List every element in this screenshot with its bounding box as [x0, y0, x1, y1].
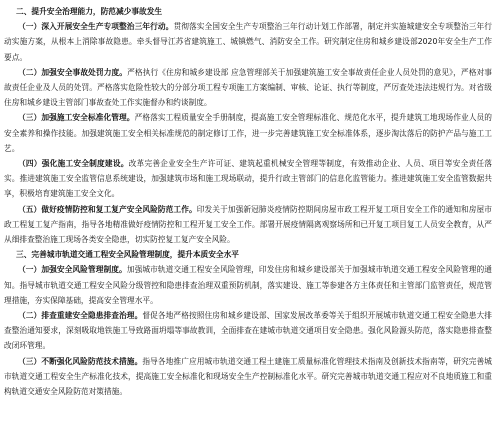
paragraph-title: （四）强化施工安全制度建设。: [18, 159, 129, 169]
paragraph-title: （一）深入开展安全生产专项整治三年行动。: [18, 22, 174, 32]
paragraph: [4, 156, 492, 202]
paragraph-body: 贯彻落实全国安全生产专项整治三年行动计划工作部署，制定并实施城建安全专项整治三年行动实施方案，从根本上消除事故隐患。牵头督导江苏省建筑施工、城镇燃气、消防安全工作。研究制定住房和城乡建设部2020年安全生产工作要点。: [4, 22, 492, 62]
section-heading: 三、完善城市轨道交通工程安全风险管理制度，提升本质安全水平: [16, 250, 239, 260]
paragraph-title: （三）加强施工安全标准化管理。: [18, 113, 135, 123]
section-heading: 二、提升安全治理能力，防范减少事故发生: [16, 7, 163, 16]
paragraph: [4, 308, 492, 354]
paragraph: [4, 65, 492, 111]
paragraph-title: （五）做好疫情防控和复工复产安全风险防范工作。: [18, 204, 197, 214]
paragraph-title: （一）加强安全风险管理制度。: [18, 265, 127, 275]
paragraph: [4, 354, 492, 400]
paragraph-body: 改革完善企业安全生产许可证、建筑起重机械安全管理等制度，有效推动企业、人员、项目等安全责任落实。推进建筑施工安全监管信息系统建设，加强建筑市场和施工现场联动，提升行政主管部门的信息化监管能力。推进建筑施工安全监管数据共享，积极培育建筑施工安全文化。: [4, 159, 492, 199]
paragraph: [4, 202, 492, 248]
paragraph-title: （三）不断强化风险防范技术措施。: [18, 356, 143, 366]
paragraph-title: （二）加强安全事故处罚力度。: [18, 67, 128, 77]
paragraph: [4, 19, 492, 65]
paragraph-body: 督促各地严格按照住房和城乡建设部、国家发展改革委等关于组织开展城市轨道交通工程安全隐患大排查整治通知要求，深刻吸取地铁施工导致路面坍塌等事故教训，全面排查在建城市轨道交通项目安全隐患。强化风险源头防范，落实隐患排查整改闭环管理。: [4, 311, 492, 351]
paragraph: [4, 262, 492, 308]
paragraph-body: 加强城市轨道交通工程安全风险管理，印发住房和城乡建设部关于加强城市轨道交通工程安全风险管理的通知。指导城市轨道交通工程安全风险分级管控和隐患排查治理双重预防机制，落实建设、施工等参建各方主体责任和主管部门监管责任，规范管理措施，夯实保障基础，提高安全管理水平。: [4, 265, 492, 305]
paragraph-body: 印发关于加强新冠肺炎疫情防控期间房屋市政工程开复工项目安全工作的通知和房屋市政工程复工复产指南，指导各地精准做好疫情防控和工程开复工安全工作。部署开展疫情隔离观察场所和已开复工项目复工人员安全教育，从严从细排查整治施工现场各类安全隐患，切实防控复工复产安全风险。: [4, 204, 492, 245]
paragraph: [4, 110, 492, 156]
paragraph-body: 指导各地推广应用城市轨道交通工程土建施工质量标准化管理技术指南及创新技术指南等，研究完善城市轨道交通工程安全生产标准化技术，提高施工安全标准化和现场安全生产控制标准化水平。研究完善城市轨道交通工程应对不良地质施工和重构轨道交通安全风险防范对策措施。: [4, 356, 492, 397]
paragraph-body: 严格落实工程质量安全手册制度，提高施工安全管理标准化、规范化水平，提升建筑工地现场作业人员的安全素养和操作技能。加强建筑施工安全相关标准规范的制定修订工作，进一步完善建筑施工安全标准体系，逐步淘汰落后的防护产品与施工工艺。: [4, 113, 492, 153]
paragraph-title: （二）排查重建安全隐患排查治理。: [18, 311, 143, 321]
paragraph-body: 严格执行《住房和城乡建设部 应急管理部关于加强建筑施工安全事故责任企业人员处罚的意见》，严格对事故责任企业及人员的处罚。严格落实危险性较大的分部分项工程专项施工方案编制、审核、论证、执行等制度，严厉查处违法违规行为。对省级住房和城乡建设主管部门事故查处工作实施督办和约谈制度。: [4, 67, 492, 108]
